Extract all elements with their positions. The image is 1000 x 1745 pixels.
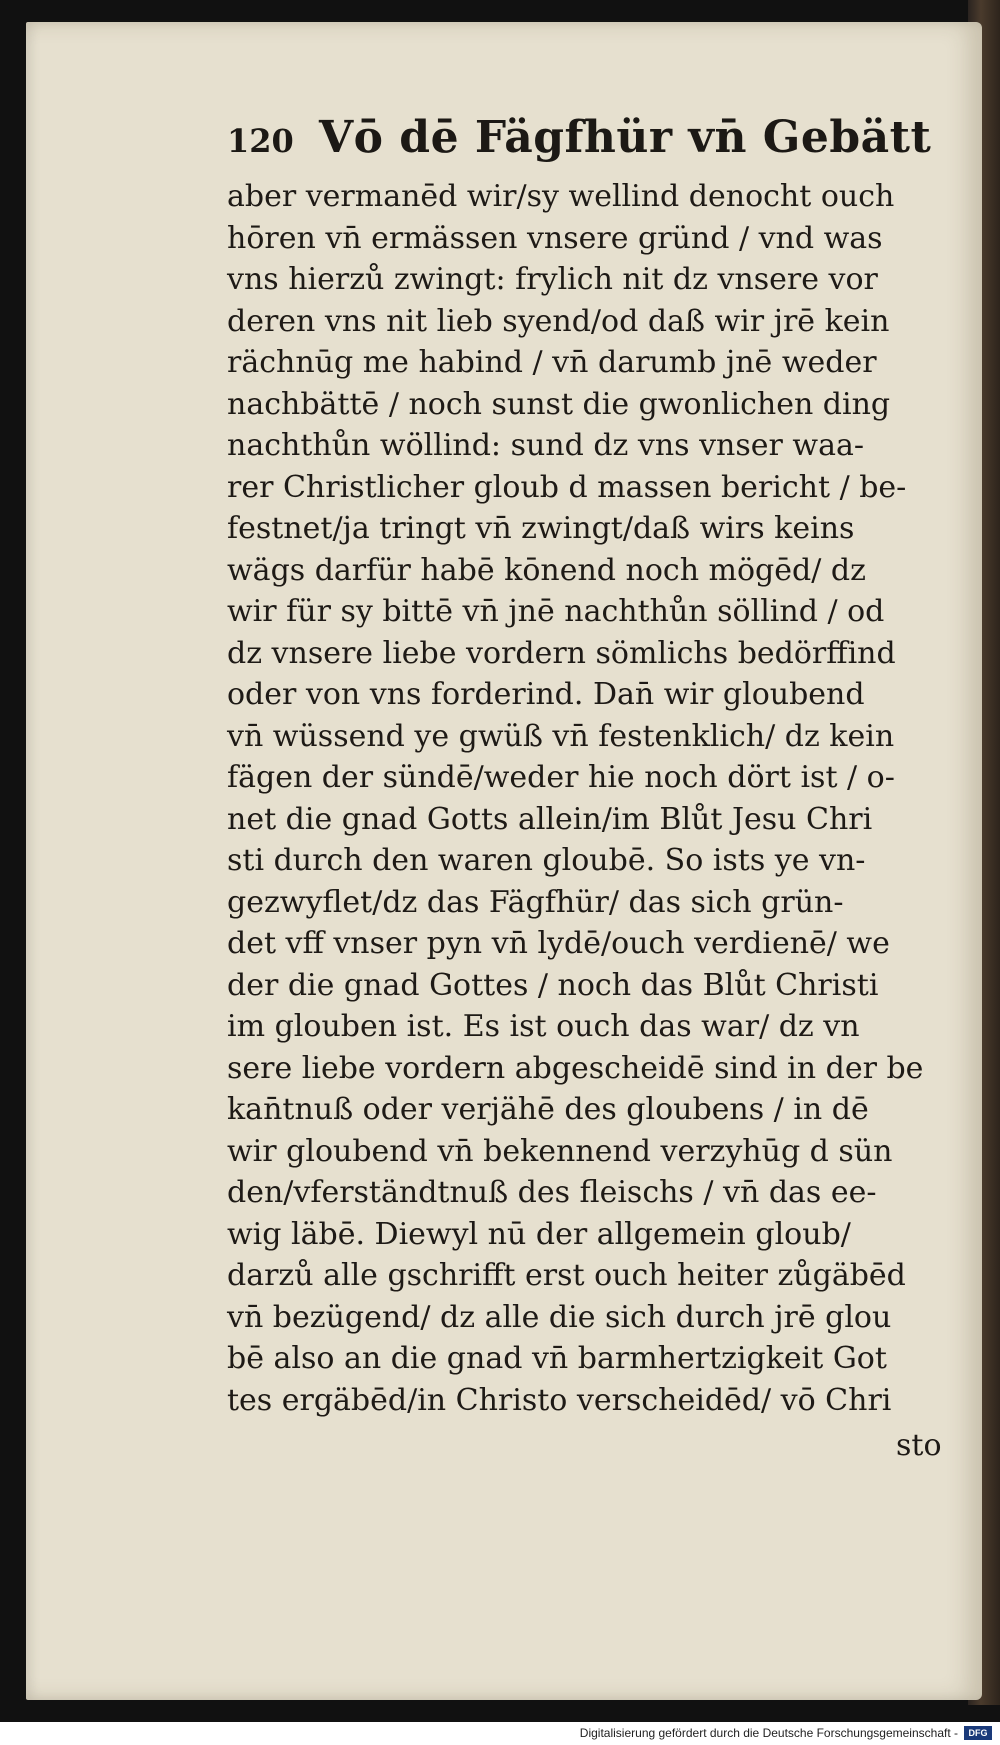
text-line: darzů alle gschrifft erst ouch heiter zůgäbēd — [227, 1258, 906, 1293]
text-line: aber vermanēd wir/sy wellind denocht ouch — [227, 179, 895, 214]
text-line: tes ergäbēd/in Christo verscheidēd/ vō Chri — [227, 1382, 892, 1418]
funding-credit: Digitalisierung gefördert durch die Deutsche Forschungsgemeinschaft - — [579, 1726, 958, 1740]
text-line: nachthůn wöllind: sund dz vns vnser waa- — [227, 428, 864, 463]
text-line: rächnūg me habind / vn̄ darumb jnē weder — [227, 345, 877, 380]
text-line: net die gnad Gotts allein/im Blůt Jesu Chri — [227, 801, 873, 837]
text-line: wir für sy bittē vn̄ jnē nachthůn söllind / od — [227, 594, 885, 629]
body-text — [227, 176, 947, 1421]
text-line: sere liebe vordern abgescheidē sind in der be — [227, 1050, 924, 1086]
text-line: der die gnad Gottes / noch das Blůt Christi — [227, 967, 879, 1003]
text-line: dz vnsere liebe vordern sömlichs bedörffind — [227, 635, 896, 671]
text-line: wir gloubend vn̄ bekennend verzyhūg d sün — [227, 1133, 893, 1169]
text-line: oder von vns forderind. Dan̄ wir gloubend — [227, 677, 865, 712]
text-line: wig läbē. Diewyl nū der allgemein gloub/ — [227, 1216, 851, 1252]
text-line: hōren vn̄ ermässen vnsere gründ / vnd was — [227, 220, 883, 256]
text-line: vns hierzů zwingt: frylich nit dz vnsere vor — [227, 262, 878, 297]
text-line: den/vferständtnuß des fleischs / vn̄ das ee- — [227, 1175, 877, 1210]
text-line: im glouben ist. Es ist ouch das war/ dz vn — [227, 1009, 860, 1044]
digitization-footer — [0, 1722, 1000, 1745]
text-line: bē also an die gnad vn̄ barmhertzigkeit Got — [227, 1341, 887, 1376]
dfg-logo: DFG — [964, 1726, 992, 1740]
running-title: Vō dē Fägfhür vn̄ Gebätt — [319, 112, 932, 163]
text-line: wägs darfür habē kōnend noch mögēd/ dz — [227, 552, 866, 588]
text-line: nachbättē / noch sunst die gwonlichen ding — [227, 386, 891, 422]
text-line: kan̄tnuß oder verjähē des gloubens / in dē — [227, 1092, 869, 1127]
text-line: fägen der sündē/weder hie noch dört ist / o- — [227, 760, 895, 795]
catchword: sto — [896, 1428, 942, 1463]
text-line: sti durch den waren gloubē. So ists ye vn- — [227, 843, 866, 878]
page-header — [227, 110, 947, 170]
text-line: rer Christlicher gloub d massen bericht / be- — [227, 469, 907, 505]
page-number: 120 — [227, 122, 294, 160]
text-line: festnet/ja tringt vn̄ zwingt/daß wirs keins — [227, 511, 855, 546]
text-line: vn̄ wüssend ye gwüß vn̄ festenklich/ dz kein — [227, 718, 895, 754]
text-line: det vff vnser pyn vn̄ lydē/ouch verdienē/ we — [227, 926, 890, 961]
text-line: gezwyflet/dz das Fägfhür/ das sich grün- — [227, 884, 844, 920]
text-line: deren vns nit lieb syend/od daß wir jrē kein — [227, 303, 890, 339]
text-line: vn̄ bezügend/ dz alle die sich durch jrē glou — [227, 1299, 892, 1335]
